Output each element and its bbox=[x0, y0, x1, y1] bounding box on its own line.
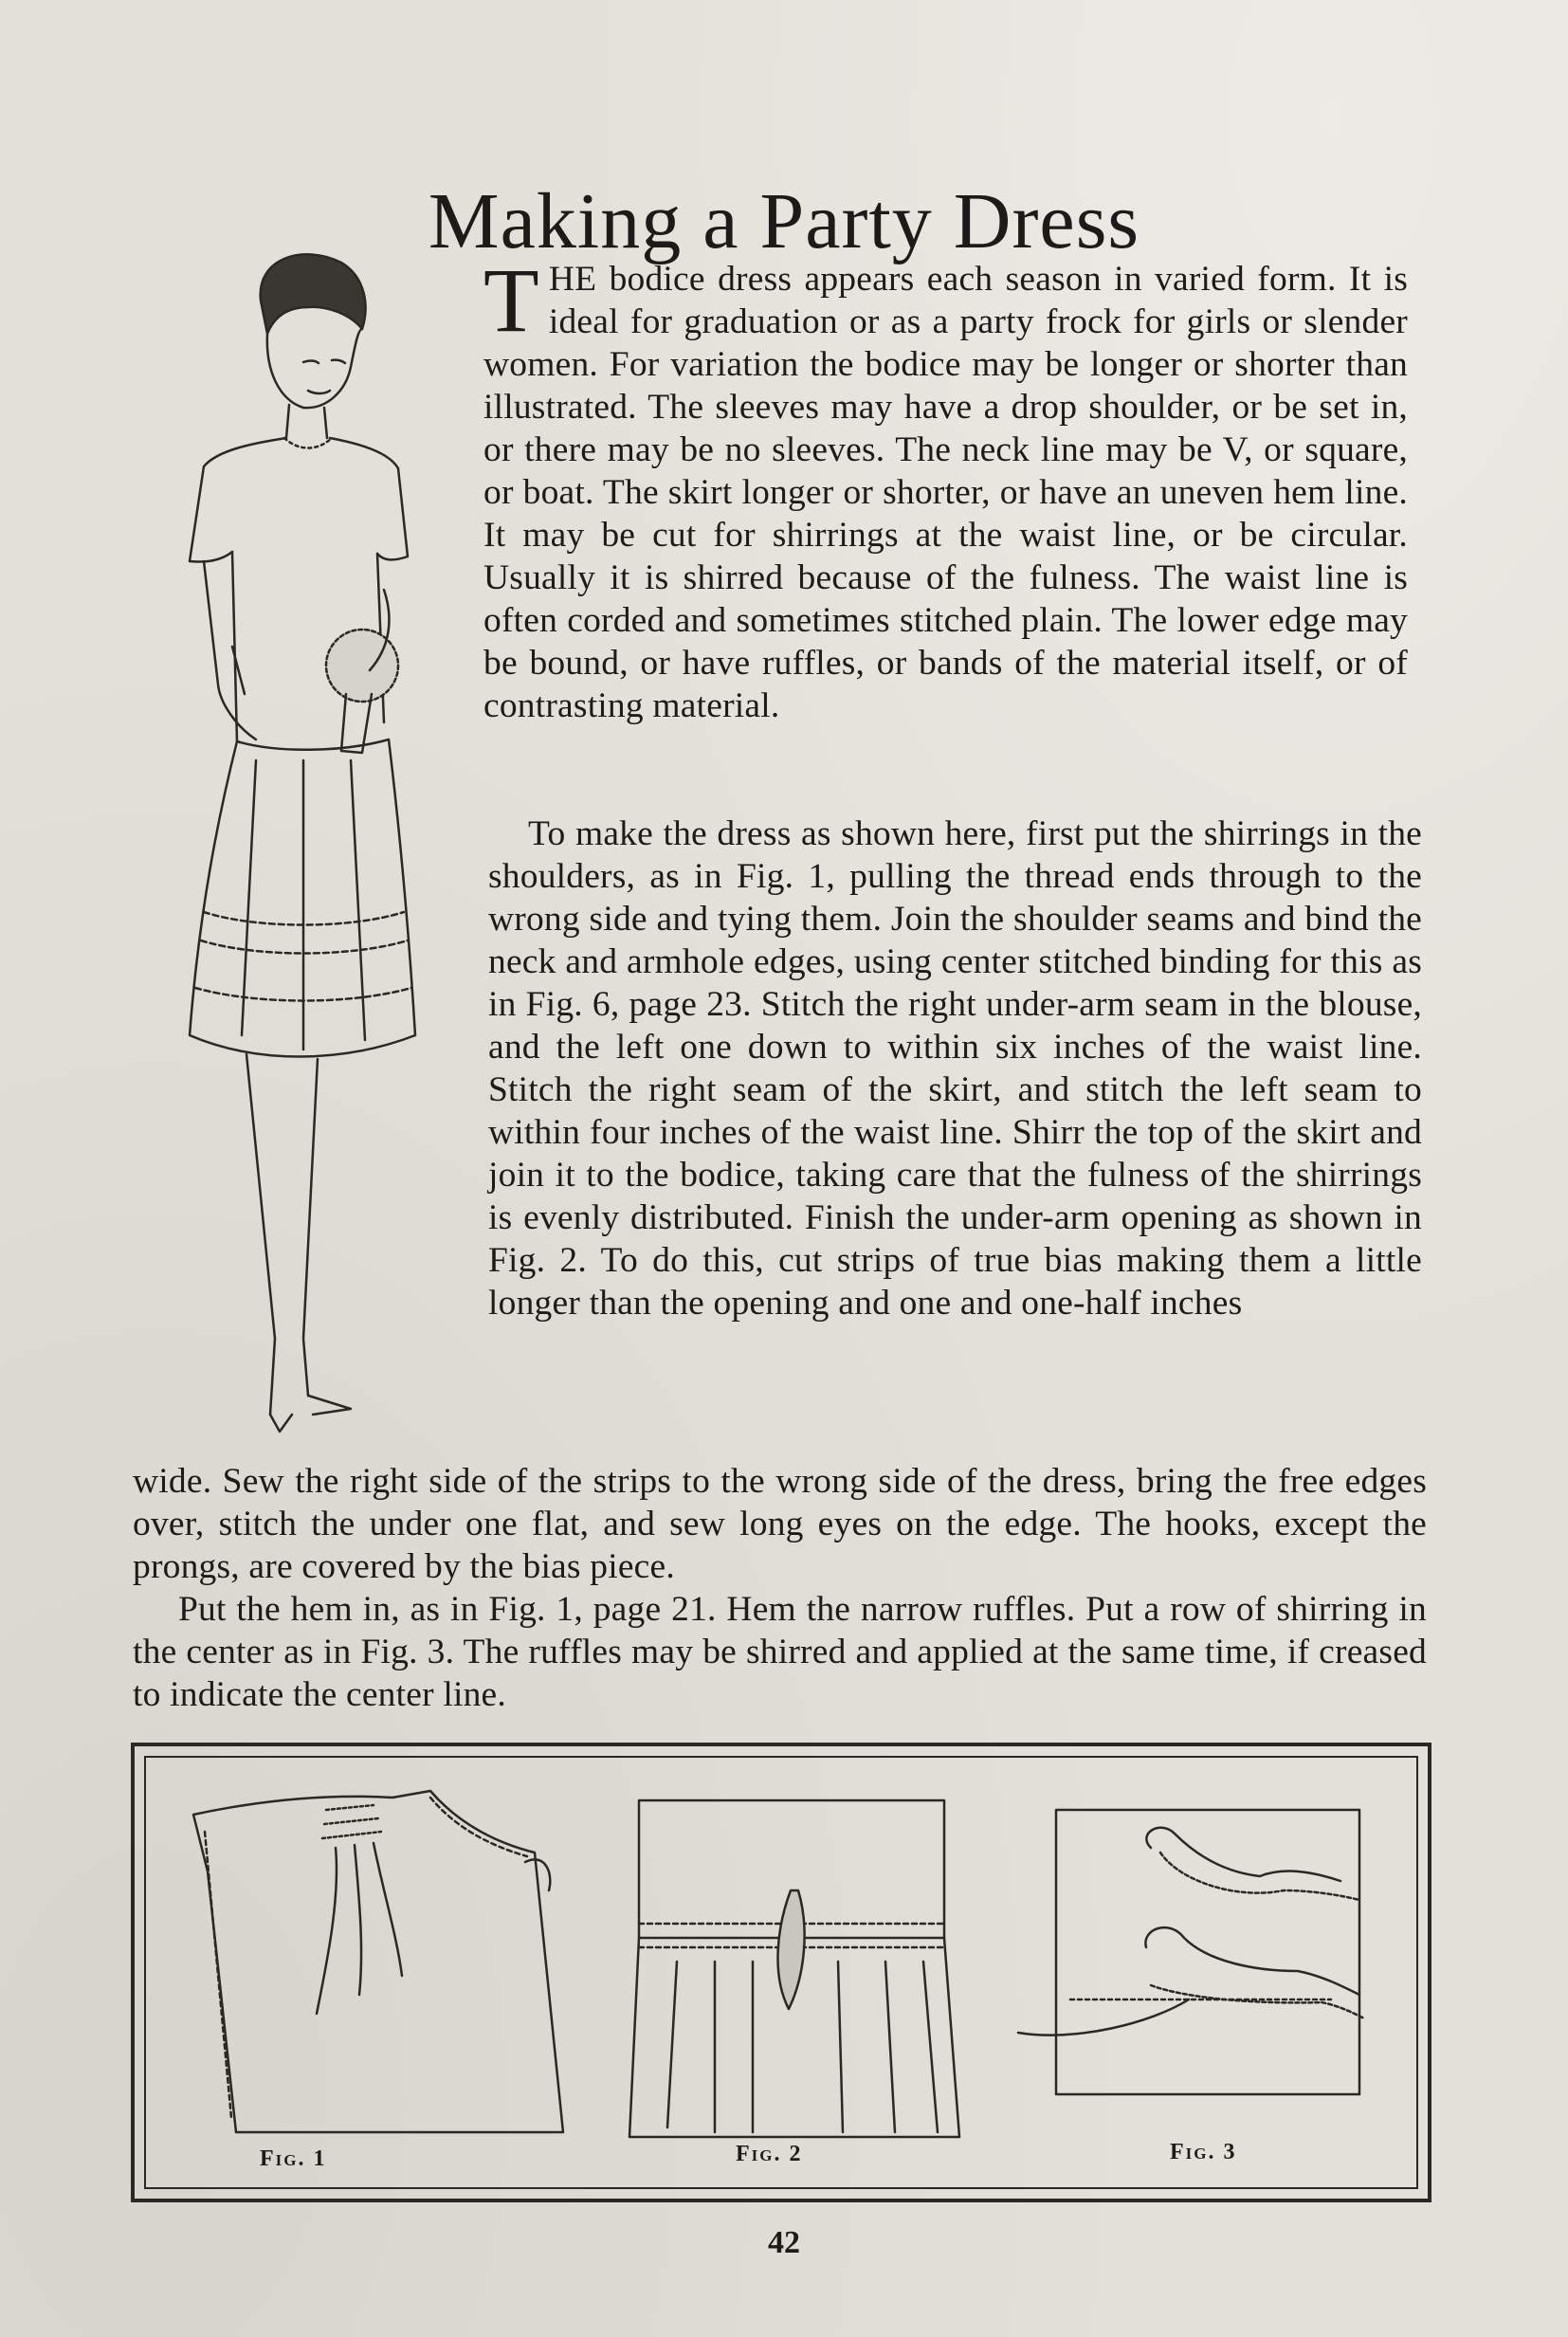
fig2-caption: Fig. 2 bbox=[736, 2142, 803, 2166]
page-title: Making a Party Dress bbox=[428, 177, 1140, 266]
paragraph-instructions: To make the dress as shown here, first put the shirrings in the shoulders, as in Fig. 1, pulling the thread ends through to the wrong side and tying them. Join the shoulder seams and bind the neck and armhole edges, using center stitched binding for this as in Fig. 6, page 23. Stitch the right under-arm seam in the blouse, and the left one down to within six inches of the waist line. Stitch the right seam of the skirt, and stitch the left seam to within four inches of the waist line. Shirr the top of the skirt and join it to the bodice, taking care that the fulness of the shirrings is evenly distributed. Finish the under-arm opening as shown in Fig. 2. To do this, cut strips of true bias making them a little longer than the opening and one and one-half inches bbox=[488, 814, 1422, 1323]
paragraph-intro-text: HE bodice dress appears each season in varied form. It is ideal for graduation or as a party frock for girls or slender women. For variation the bodice may be longer or shorter than illustrated. The sleeves may have a drop shoulder, or be set in, or there may be no sleeves. The neck line may be V, or square, or boat. The skirt longer or shorter, or have an uneven hem line. It may be cut for shirrings at the waist line, or be circular. Usually it is shirred because of the fulness. The waist line is often corded and sometimes stitched plain. The lower edge may be bound, or have ruffles, or bands of the material itself, or of contrasting material. bbox=[483, 260, 1408, 725]
figures-panel bbox=[131, 1743, 1431, 2202]
page-number: 42 bbox=[768, 2225, 800, 2260]
fig3-drawing bbox=[1018, 1810, 1364, 2094]
paragraph-hem: Put the hem in, as in Fig. 1, page 21. Hem the narrow ruffles. Put a row of shirring in the center as in Fig. 3. The ruffles may be shirred and applied at the same time, if creased to indicate the center line. bbox=[133, 1590, 1427, 1714]
figures-inner-frame bbox=[144, 1756, 1418, 2189]
fig1-drawing bbox=[193, 1791, 563, 2132]
figure-drawings bbox=[146, 1758, 1424, 2195]
paragraph-intro bbox=[483, 249, 1408, 727]
fig2-drawing bbox=[629, 1800, 959, 2137]
party-dress-illustration bbox=[114, 248, 427, 1481]
fig1-caption: Fig. 1 bbox=[260, 2146, 327, 2171]
drop-cap: T bbox=[483, 249, 539, 351]
fig3-caption: Fig. 3 bbox=[1170, 2140, 1237, 2164]
paragraph-instructions-continued: wide. Sew the right side of the strips to the wrong side of the dress, bring the free edges over, stitch the under one flat, and sew long eyes on the edge. The hooks, except the prongs, are covered by the bias piece. bbox=[133, 1462, 1427, 1586]
